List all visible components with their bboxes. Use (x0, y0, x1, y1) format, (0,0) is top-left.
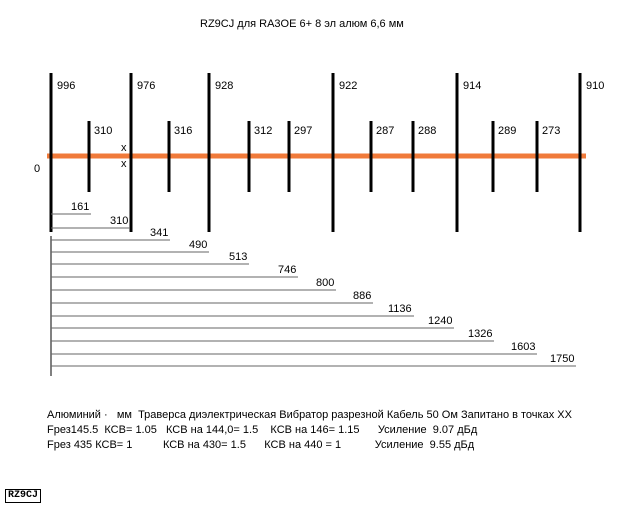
spacing-label: 161 (71, 201, 90, 213)
element-length-label: 289 (498, 125, 517, 137)
spacing-label: 800 (316, 277, 335, 289)
spacing-label: 490 (189, 239, 208, 251)
diagram-title: RZ9CJ для RA3OE 6+ 8 эл алюм 6,6 мм (200, 18, 404, 30)
element-length-label: 297 (294, 125, 313, 137)
spacing-label: 1240 (428, 315, 453, 327)
element-length-label: 914 (463, 80, 482, 92)
element-length-label: 312 (254, 125, 273, 137)
element-length-label: 976 (137, 80, 156, 92)
spacing-label: 886 (353, 290, 372, 302)
spacing-label: 1603 (511, 341, 536, 353)
element-length-label: 288 (418, 125, 437, 137)
notes-line-2: Fрез145.5 КСВ= 1.05 КСВ на 144,0= 1.5 КСВ на 146= 1.15 Усиление 9.07 дБд (47, 424, 478, 436)
boom-origin-label: 0 (34, 163, 41, 175)
spacing-label: 1136 (388, 303, 412, 315)
element-length-label: 316 (174, 125, 193, 137)
feed-point-mark-lower: x (121, 158, 127, 170)
element-length-label: 287 (376, 125, 395, 137)
notes-line-1: Алюминий · мм Траверса диэлектрическая Вибратор разрезной Кабель 50 Ом Запитано в точках XX (47, 409, 572, 421)
element-length-label: 310 (94, 125, 113, 137)
element-length-label: 996 (57, 80, 76, 92)
element-length-label: 922 (339, 80, 358, 92)
spacing-label: 310 (110, 215, 129, 227)
notes-line-3: Fрез 435 КСВ= 1 КСВ на 430= 1.5 КСВ на 440 = 1 Усиление 9.55 дБд (47, 439, 475, 451)
author-logo: RZ9CJ (5, 489, 41, 503)
spacing-label: 746 (278, 264, 297, 276)
element-length-label: 273 (542, 125, 561, 137)
spacing-label: 341 (150, 227, 169, 239)
spacing-label: 1326 (468, 328, 493, 340)
element-length-label: 928 (215, 80, 234, 92)
spacing-label: 1750 (550, 353, 575, 365)
spacing-label: 513 (229, 251, 248, 263)
element-length-label: 910 (586, 80, 605, 92)
feed-point-mark-upper: x (121, 142, 127, 154)
